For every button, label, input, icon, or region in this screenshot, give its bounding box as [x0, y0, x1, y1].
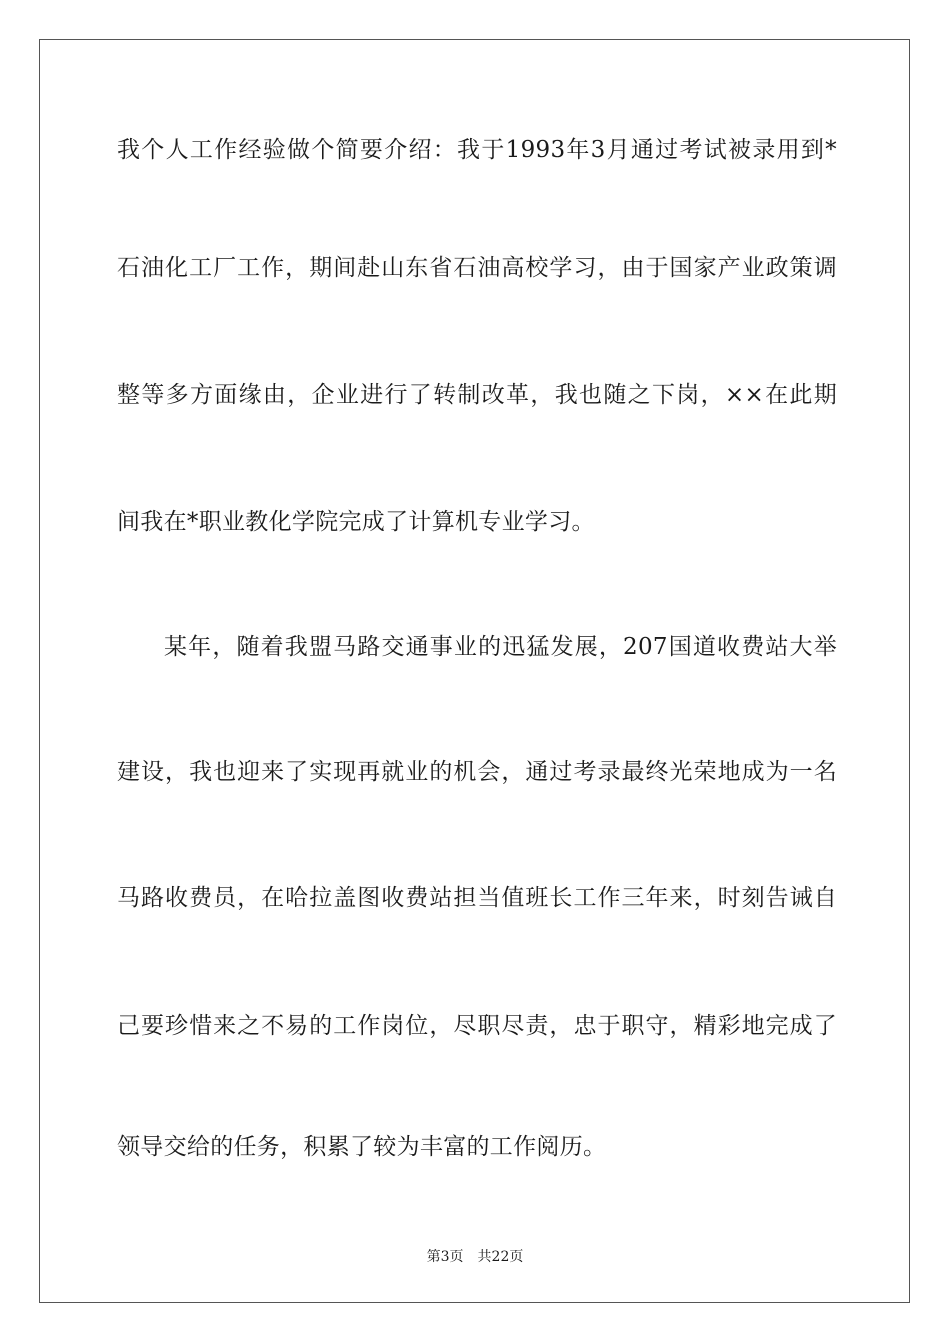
page-count: 共22页 [477, 1249, 524, 1265]
paragraph-2-line-2: 建设，我也迎来了实现再就业的机会，通过考录最终光荣地成为一名 [117, 759, 837, 785]
paragraph-1-line-1: 我个人工作经验做个简要介绍：我于1993年3月通过考试被录用到* [117, 137, 837, 163]
page-footer [0, 1247, 950, 1267]
paragraph-2-line-3: 马路收费员，在哈拉盖图收费站担当值班长工作三年来，时刻告诫自 [117, 885, 837, 911]
paragraph-1-line-2: 石油化工厂工作，期间赴山东省石油高校学习，由于国家产业政策调 [117, 255, 837, 281]
paragraph-2-line-4: 己要珍惜来之不易的工作岗位，尽职尽责，忠于职守，精彩地完成了 [117, 1013, 837, 1039]
paragraph-2-line-1: 某年，随着我盟马路交通事业的迅猛发展，207国道收费站大举 [164, 634, 837, 660]
page-border [39, 39, 910, 1303]
page-number: 第3页 [426, 1249, 464, 1265]
paragraph-1-line-3: 整等多方面缘由，企业进行了转制改革，我也随之下岗，××在此期 [117, 382, 837, 408]
paragraph-2-line-5: 领导交给的任务，积累了较为丰富的工作阅历。 [117, 1134, 607, 1160]
paragraph-1-line-4: 间我在*职业教化学院完成了计算机专业学习。 [117, 509, 595, 535]
